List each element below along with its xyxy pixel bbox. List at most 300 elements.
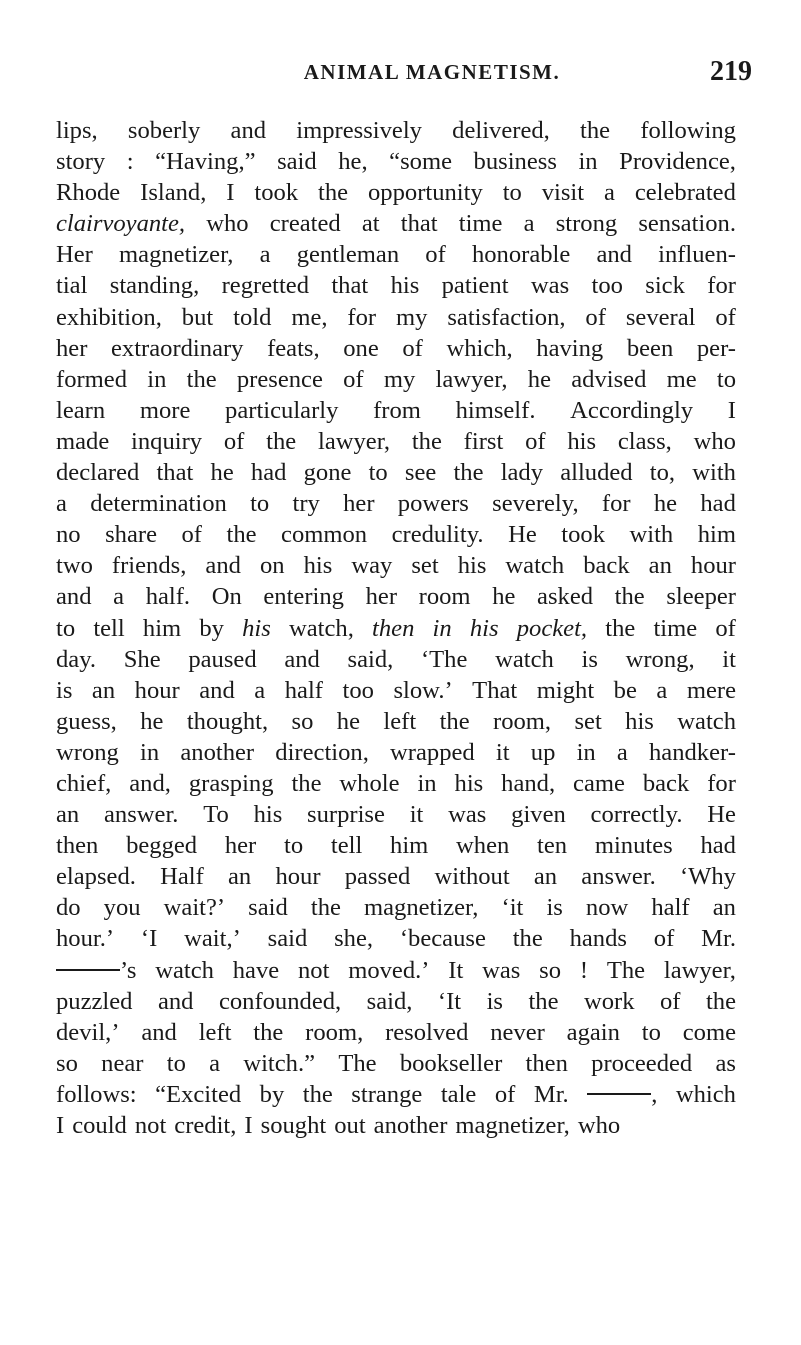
word: and xyxy=(205,552,241,580)
word: then xyxy=(56,832,99,860)
word: it xyxy=(722,645,736,673)
word: business xyxy=(473,148,557,176)
word: tell xyxy=(330,832,363,860)
word: proceeded xyxy=(591,1049,693,1077)
word: to xyxy=(716,365,736,393)
word: he xyxy=(653,490,678,518)
text-line xyxy=(56,613,736,644)
text-line xyxy=(56,923,736,954)
word: common xyxy=(281,521,368,549)
word: of xyxy=(402,334,423,362)
word: then xyxy=(372,614,415,642)
word: his xyxy=(457,552,487,580)
word: That xyxy=(472,676,518,704)
text-line xyxy=(56,706,736,737)
word: the xyxy=(512,925,543,953)
text-line xyxy=(56,550,736,581)
word: do xyxy=(56,894,81,922)
word: in xyxy=(578,148,598,176)
word: not xyxy=(134,1112,167,1139)
word: moved.’ xyxy=(348,956,430,984)
word: said, xyxy=(347,645,394,673)
word: wait,’ xyxy=(184,925,241,953)
word: an xyxy=(712,894,736,922)
word: for xyxy=(707,272,736,300)
word: The xyxy=(606,956,646,984)
word: of xyxy=(223,427,245,455)
word: opportunity xyxy=(368,179,483,207)
word: in xyxy=(576,738,596,766)
word: in xyxy=(432,614,452,642)
word: had xyxy=(250,459,287,487)
word: as xyxy=(715,1049,736,1077)
word: but xyxy=(181,303,214,331)
word: for xyxy=(601,490,631,518)
text-line xyxy=(56,270,736,301)
word: and xyxy=(284,645,320,673)
word: tell xyxy=(93,614,125,642)
word: The xyxy=(338,1049,377,1077)
word: was xyxy=(448,801,487,829)
word: asked xyxy=(537,583,594,611)
word: it xyxy=(409,801,424,829)
word: Mr. xyxy=(701,925,736,953)
word: set xyxy=(411,552,439,580)
word: when xyxy=(456,832,510,860)
word: magnetizer, xyxy=(455,1112,570,1139)
body-text xyxy=(56,115,736,1141)
em-rule xyxy=(56,969,120,971)
text-line xyxy=(56,333,736,364)
word: strong xyxy=(555,210,618,238)
word: then xyxy=(525,1049,568,1077)
word: he xyxy=(492,583,516,611)
word: left xyxy=(383,707,417,735)
word: work xyxy=(583,987,635,1015)
word: lips, xyxy=(56,117,98,144)
word: so xyxy=(56,1049,78,1077)
word: impressively xyxy=(296,117,422,144)
word: to xyxy=(250,490,270,518)
word: the xyxy=(310,894,341,922)
text-line xyxy=(56,861,736,892)
word: paused xyxy=(188,645,257,673)
word: particularly xyxy=(225,396,339,424)
word: On xyxy=(211,583,242,611)
word: was xyxy=(530,272,570,300)
word: share xyxy=(105,521,157,549)
text-line xyxy=(56,986,736,1017)
word: a xyxy=(616,738,628,766)
em-rule xyxy=(587,1093,651,1095)
page-number: 219 xyxy=(710,56,752,87)
word: more xyxy=(139,396,191,424)
word: entering xyxy=(263,583,344,611)
word: on xyxy=(259,552,285,580)
word: who xyxy=(693,427,736,455)
word: credulity. xyxy=(391,521,484,549)
word: had xyxy=(700,490,736,518)
word: the xyxy=(186,365,217,393)
word: left xyxy=(198,1018,232,1046)
word: per- xyxy=(696,334,736,362)
word: half xyxy=(284,676,323,704)
text-line xyxy=(56,239,736,270)
word: himself. xyxy=(455,396,536,424)
text-line xyxy=(56,115,736,146)
word: the xyxy=(226,521,257,549)
word: to xyxy=(166,1049,186,1077)
word: He xyxy=(707,801,736,829)
text-line xyxy=(56,1079,736,1110)
text-line xyxy=(56,581,736,612)
word: Accordingly xyxy=(570,396,694,424)
word: in xyxy=(140,738,160,766)
word: in xyxy=(417,769,437,797)
word: the xyxy=(318,179,349,207)
word: whole xyxy=(339,769,400,797)
word: hand, xyxy=(501,769,556,797)
word: resolved xyxy=(385,1018,469,1046)
word: : xyxy=(126,148,134,176)
word: ‘The xyxy=(420,645,468,673)
word: a xyxy=(254,676,266,704)
word: ‘because xyxy=(399,925,486,953)
word: in xyxy=(147,365,167,393)
word: is xyxy=(486,987,503,1015)
word: been xyxy=(626,334,674,362)
word: I xyxy=(244,1112,253,1139)
word: made xyxy=(56,427,110,455)
word: a xyxy=(209,1049,221,1077)
word: his xyxy=(567,427,597,455)
word: of xyxy=(715,303,736,331)
word: had xyxy=(700,832,736,860)
word: sick xyxy=(645,272,685,300)
word: is xyxy=(546,894,563,922)
word: no xyxy=(56,521,81,549)
word: the xyxy=(266,427,297,455)
word: his xyxy=(253,801,283,829)
word: that xyxy=(331,272,369,300)
word: told xyxy=(233,303,272,331)
word: watch xyxy=(677,707,736,735)
word: watch, xyxy=(288,614,354,642)
word: “some xyxy=(389,148,452,176)
word: one xyxy=(343,334,379,362)
word: ‘It xyxy=(437,987,462,1015)
word: it xyxy=(495,738,510,766)
word: grasping xyxy=(188,769,274,797)
word: , xyxy=(587,1079,657,1110)
word: to xyxy=(641,1018,661,1046)
word: gone xyxy=(303,459,352,487)
word: created xyxy=(269,210,341,238)
word: room xyxy=(418,583,471,611)
word: for xyxy=(707,769,736,797)
word: he xyxy=(527,365,552,393)
word: class, xyxy=(617,427,672,455)
word: ! xyxy=(579,956,589,984)
word: witch.” xyxy=(243,1049,316,1077)
word: of xyxy=(525,427,546,455)
word: wait?’ xyxy=(163,894,226,922)
running-head: ANIMAL MAGNETISM. xyxy=(303,60,561,84)
word: her xyxy=(365,583,398,611)
word: said xyxy=(277,148,317,176)
word: strange xyxy=(351,1080,423,1108)
word: near xyxy=(101,1049,144,1077)
word: room, xyxy=(493,707,552,735)
word: is xyxy=(56,676,73,704)
word: soberly xyxy=(127,117,201,144)
word: formed xyxy=(56,365,128,393)
word: learn xyxy=(56,396,106,424)
page-header xyxy=(112,56,752,96)
word: time xyxy=(458,210,503,238)
text-line xyxy=(56,457,736,488)
word: from xyxy=(373,396,421,424)
word: mere xyxy=(686,676,736,704)
word: “Excited xyxy=(155,1080,242,1108)
word: exhibition, xyxy=(56,303,162,331)
word: regretted xyxy=(221,272,309,300)
word: an xyxy=(91,676,116,704)
word: chief, xyxy=(56,769,112,797)
word: To xyxy=(203,801,229,829)
word: for xyxy=(347,303,377,331)
word: declared xyxy=(56,459,140,487)
word: to xyxy=(502,179,522,207)
word: powers xyxy=(397,490,469,518)
word: devil,’ xyxy=(56,1018,120,1046)
word: come xyxy=(682,1018,736,1046)
word: an xyxy=(648,552,672,580)
text-line xyxy=(56,799,736,830)
word: his xyxy=(469,614,499,642)
word: advised xyxy=(571,365,647,393)
word: magnetizer, xyxy=(364,894,479,922)
word: so xyxy=(291,707,314,735)
word: Providence, xyxy=(619,148,736,176)
word: his xyxy=(242,614,271,642)
word: watch xyxy=(495,645,554,673)
word: him xyxy=(697,521,736,549)
word: is xyxy=(581,645,598,673)
word: came xyxy=(573,769,625,797)
text-line xyxy=(56,519,736,550)
word: the xyxy=(705,987,736,1015)
word: by xyxy=(199,614,224,642)
word: correctly. xyxy=(590,801,683,829)
word: never xyxy=(490,1018,545,1046)
word: his xyxy=(390,272,420,300)
word: sought xyxy=(260,1112,327,1139)
word: and xyxy=(141,1018,177,1046)
word: not xyxy=(297,956,330,984)
word: without xyxy=(434,863,510,891)
word: satisfaction, xyxy=(447,303,566,331)
word: to xyxy=(56,614,76,642)
word: of xyxy=(425,241,446,269)
word: watch xyxy=(155,956,214,984)
word: tale xyxy=(440,1080,477,1108)
word: half. xyxy=(145,583,191,611)
word: his xyxy=(303,552,333,580)
word: begged xyxy=(126,832,198,860)
word: another xyxy=(180,738,255,766)
word: see xyxy=(404,459,437,487)
word: patient xyxy=(441,272,509,300)
word: to xyxy=(283,832,304,860)
word: he xyxy=(210,459,234,487)
word: up xyxy=(530,738,556,766)
word: he xyxy=(140,707,164,735)
word: have xyxy=(232,956,280,984)
word: way xyxy=(351,552,393,580)
word: his xyxy=(454,769,484,797)
word: It xyxy=(448,956,464,984)
word: said, xyxy=(366,987,413,1015)
word: to, xyxy=(649,459,676,487)
word: try xyxy=(292,490,320,518)
word: hour.’ xyxy=(56,925,115,953)
text-line xyxy=(56,395,736,426)
word: of xyxy=(494,1080,516,1108)
word: might xyxy=(536,676,595,704)
word: again xyxy=(566,1018,620,1046)
word: that xyxy=(156,459,194,487)
word: a xyxy=(113,583,125,611)
word: was xyxy=(482,956,521,984)
text-line xyxy=(56,208,736,239)
word: that xyxy=(400,210,438,238)
word: and xyxy=(596,241,632,269)
word: wrong, xyxy=(625,645,695,673)
word: gentleman xyxy=(296,241,400,269)
word: pocket, xyxy=(516,614,588,642)
word: of xyxy=(715,614,736,642)
word: time xyxy=(653,614,698,642)
word: so xyxy=(539,956,562,984)
word: sleeper xyxy=(666,583,736,611)
word: room, xyxy=(305,1018,364,1046)
word: me xyxy=(666,365,697,393)
word: inquiry xyxy=(131,427,203,455)
word: a xyxy=(523,210,535,238)
word: could xyxy=(72,1112,127,1139)
text-line xyxy=(56,644,736,675)
word: ’s xyxy=(56,955,136,986)
word: of xyxy=(181,521,202,549)
word: hour xyxy=(275,863,321,891)
text-line xyxy=(56,1110,736,1141)
word: a xyxy=(656,676,668,704)
word: of xyxy=(653,925,675,953)
word: the xyxy=(253,1018,284,1046)
word: the xyxy=(439,707,470,735)
word: another xyxy=(373,1112,448,1139)
word: an xyxy=(533,863,558,891)
word: the xyxy=(580,117,611,144)
word: I xyxy=(226,179,235,207)
word: and xyxy=(157,987,194,1015)
word: lawyer, xyxy=(663,956,736,984)
word: confounded, xyxy=(218,987,342,1015)
word: of xyxy=(585,303,606,331)
text-line xyxy=(56,675,736,706)
word: the xyxy=(614,583,645,611)
word: with xyxy=(629,521,674,549)
word: out xyxy=(334,1112,366,1139)
word: the xyxy=(528,987,559,1015)
word: too xyxy=(342,676,374,704)
word: by xyxy=(259,1080,285,1108)
word: follows: xyxy=(56,1080,137,1108)
word: her xyxy=(224,832,257,860)
word: day. xyxy=(56,645,97,673)
word: following xyxy=(640,117,736,144)
word: Island, xyxy=(140,179,207,207)
word: be xyxy=(613,676,637,704)
word: handker- xyxy=(649,738,736,766)
word: I xyxy=(727,396,736,424)
word: ‘I xyxy=(140,925,158,953)
word: with xyxy=(692,459,736,487)
word: Rhode xyxy=(56,179,121,207)
text-line xyxy=(56,1048,736,1079)
word: elapsed. xyxy=(56,863,136,891)
word: back xyxy=(642,769,690,797)
word: presence xyxy=(236,365,323,393)
word: honorable xyxy=(471,241,571,269)
word: me, xyxy=(291,303,328,331)
word: answer. xyxy=(581,863,656,891)
text-line xyxy=(56,302,736,333)
text-line xyxy=(56,892,736,923)
word: a xyxy=(56,490,67,518)
word: visit xyxy=(541,179,585,207)
word: puzzled xyxy=(56,987,133,1015)
word: watch xyxy=(505,552,565,580)
word: of xyxy=(343,365,364,393)
word: influen- xyxy=(658,241,736,269)
word: at xyxy=(361,210,380,238)
word: feats, xyxy=(267,334,320,362)
word: the xyxy=(605,614,636,642)
word: friends, xyxy=(111,552,187,580)
word: too xyxy=(591,272,623,300)
word: sensation. xyxy=(638,210,736,238)
word: slow.’ xyxy=(393,676,453,704)
text-line xyxy=(56,830,736,861)
word: Her xyxy=(56,241,93,269)
word: which xyxy=(675,1080,736,1108)
word: he xyxy=(336,707,360,735)
word: my xyxy=(396,303,428,331)
word: him xyxy=(390,832,429,860)
word: delivered, xyxy=(452,117,550,144)
word: minutes xyxy=(594,832,673,860)
word: and, xyxy=(129,769,171,797)
word: thought, xyxy=(186,707,269,735)
word: set xyxy=(574,707,602,735)
word: I xyxy=(56,1112,65,1139)
word: the xyxy=(411,427,442,455)
word: given xyxy=(511,801,566,829)
word: took xyxy=(254,179,299,207)
word: guess, xyxy=(56,707,117,735)
